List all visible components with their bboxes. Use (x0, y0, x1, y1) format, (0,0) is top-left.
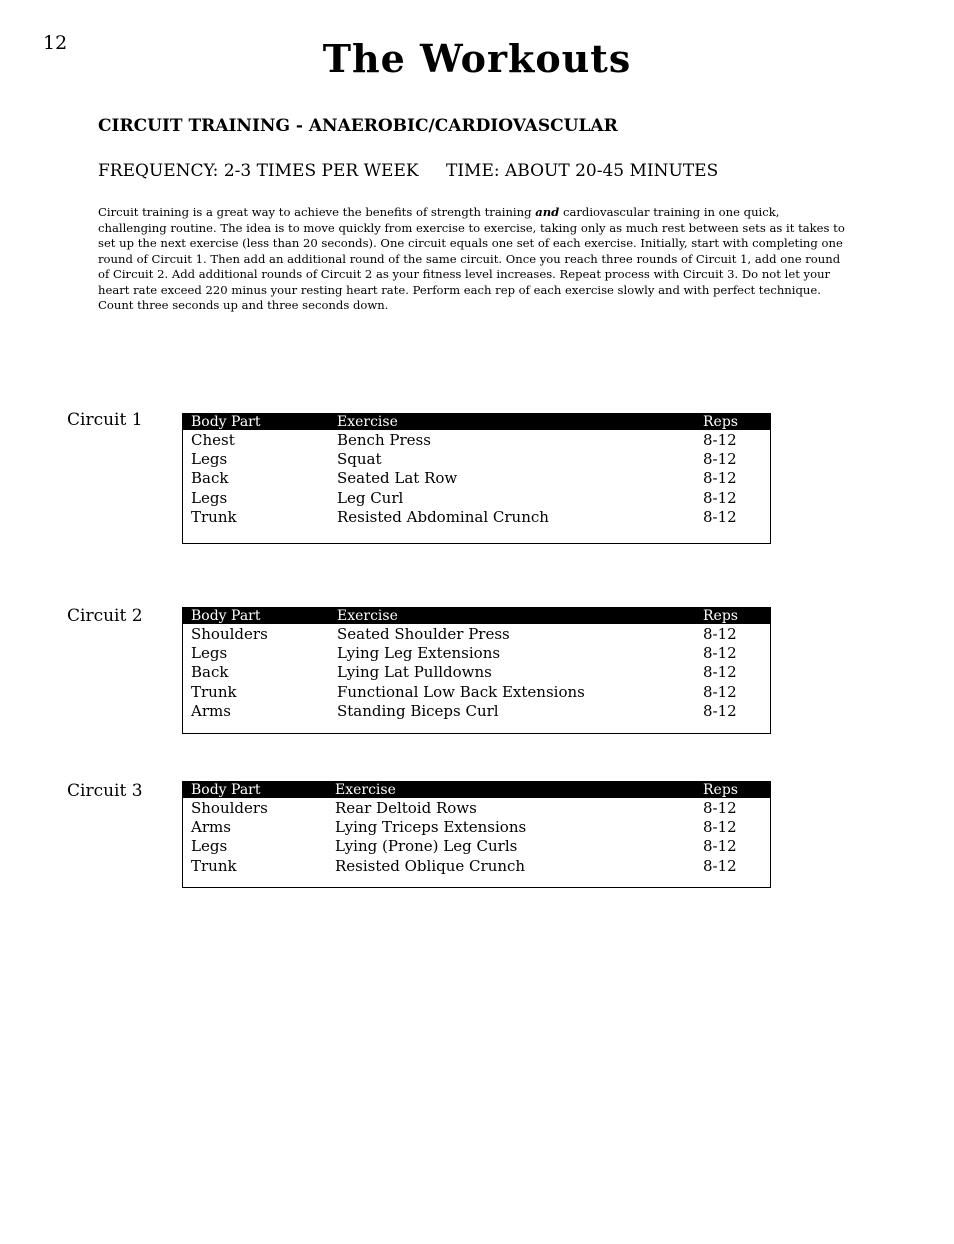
exercise-cell: Seated Lat Row (337, 469, 458, 488)
reps-cell: 8-12 (703, 450, 737, 469)
table-row (183, 469, 770, 488)
reps-cell: 8-12 (703, 507, 737, 526)
intro-paragraph (98, 205, 846, 314)
reps-cell: 8-12 (703, 625, 737, 643)
exercise-cell: Bench Press (337, 431, 431, 449)
reps-cell: 8-12 (703, 856, 737, 875)
table-row (183, 508, 770, 527)
intro-part1: Circuit training is a great way to achieve the benefits of strength training (98, 205, 536, 219)
exercise-cell: Lying (Prone) Leg Curls (335, 837, 518, 856)
exercise-cell: Seated Shoulder Press (337, 625, 510, 643)
header-body-part: Body Part (191, 782, 261, 798)
reps-cell: 8-12 (703, 837, 737, 856)
body-part-cell: Legs (191, 488, 228, 507)
table-row (183, 702, 770, 721)
table-row (183, 644, 770, 663)
exercise-cell: Standing Biceps Curl (337, 701, 499, 720)
table-row (183, 450, 770, 469)
reps-cell: 8-12 (703, 488, 737, 507)
circuit-2-table (182, 607, 771, 734)
exercise-cell: Lying Lat Pulldowns (337, 663, 492, 682)
body-part-cell: Shoulders (191, 625, 268, 643)
frequency-text: FREQUENCY: 2-3 TIMES PER WEEK (98, 161, 419, 181)
exercise-cell: Leg Curl (337, 488, 404, 507)
circuit-1-table (182, 413, 771, 544)
header-reps: Reps (703, 782, 738, 798)
section-heading: CIRCUIT TRAINING - ANAEROBIC/CARDIOVASCULAR (98, 116, 618, 136)
exercise-cell: Rear Deltoid Rows (335, 799, 477, 817)
reps-cell: 8-12 (703, 701, 737, 720)
body-part-cell: Trunk (191, 856, 237, 875)
page-number: 12 (43, 32, 68, 54)
header-exercise: Exercise (337, 608, 398, 624)
exercise-cell: Squat (337, 450, 382, 469)
reps-cell: 8-12 (703, 469, 737, 488)
reps-cell: 8-12 (703, 431, 737, 449)
circuit-1-label: Circuit 1 (67, 410, 143, 430)
table-row (183, 857, 770, 876)
header-exercise: Exercise (337, 414, 398, 430)
body-part-cell: Trunk (191, 682, 237, 701)
body-part-cell: Legs (191, 450, 228, 469)
body-part-cell: Legs (191, 837, 228, 856)
body-part-cell: Back (191, 469, 229, 488)
table-row (183, 625, 770, 644)
exercise-cell: Resisted Abdominal Crunch (337, 507, 549, 526)
body-part-cell: Arms (191, 818, 231, 837)
body-part-cell: Legs (191, 644, 228, 663)
body-part-cell: Back (191, 663, 229, 682)
table-header (183, 608, 770, 624)
table-row (183, 683, 770, 702)
table-row (183, 818, 770, 837)
table-header (183, 414, 770, 430)
circuit-3-table (182, 781, 771, 888)
reps-cell: 8-12 (703, 663, 737, 682)
table-row (183, 799, 770, 818)
reps-cell: 8-12 (703, 818, 737, 837)
exercise-cell: Lying Leg Extensions (337, 644, 501, 663)
body-part-cell: Trunk (191, 507, 237, 526)
header-reps: Reps (703, 608, 738, 624)
body-part-cell: Chest (191, 431, 235, 449)
table-row (183, 663, 770, 682)
exercise-cell: Resisted Oblique Crunch (335, 856, 526, 875)
reps-cell: 8-12 (703, 644, 737, 663)
time-text: TIME: ABOUT 20-45 MINUTES (446, 161, 719, 181)
table-row (183, 837, 770, 856)
body-part-cell: Shoulders (191, 799, 268, 817)
circuit-3-label: Circuit 3 (67, 781, 143, 801)
reps-cell: 8-12 (703, 682, 737, 701)
reps-cell: 8-12 (703, 799, 737, 817)
table-row (183, 431, 770, 450)
page-title: The Workouts (322, 36, 632, 81)
body-part-cell: Arms (191, 701, 231, 720)
intro-part2: cardiovascular training in one quick, challenging routine. The idea is to move quickly from exercise to exercise, taking only as much rest between sets as it takes to set up the next exercise (less than 20 seconds). One circuit equals one set of each exercise. Initially, start with completing one round of Circuit 1. Then add an additional round of the same circuit. Once you reach three rounds of Circuit 1, add one round of Circuit 2. Add additional rounds of Circuit 2 as your fitness level increases. Repeat process with Circuit 3. Do not let your heart rate exceed 220 minus your resting heart rate. Perform each rep of each exercise slowly and with perfect technique. Count three seconds up and three seconds down. (98, 205, 845, 312)
intro-emphasis: and (535, 205, 560, 219)
header-body-part: Body Part (191, 608, 261, 624)
header-body-part: Body Part (191, 414, 261, 430)
header-exercise: Exercise (335, 782, 396, 798)
table-header (183, 782, 770, 798)
exercise-cell: Lying Triceps Extensions (335, 818, 527, 837)
table-row (183, 489, 770, 508)
exercise-cell: Functional Low Back Extensions (337, 682, 585, 701)
header-reps: Reps (703, 414, 738, 430)
circuit-2-label: Circuit 2 (67, 606, 143, 626)
